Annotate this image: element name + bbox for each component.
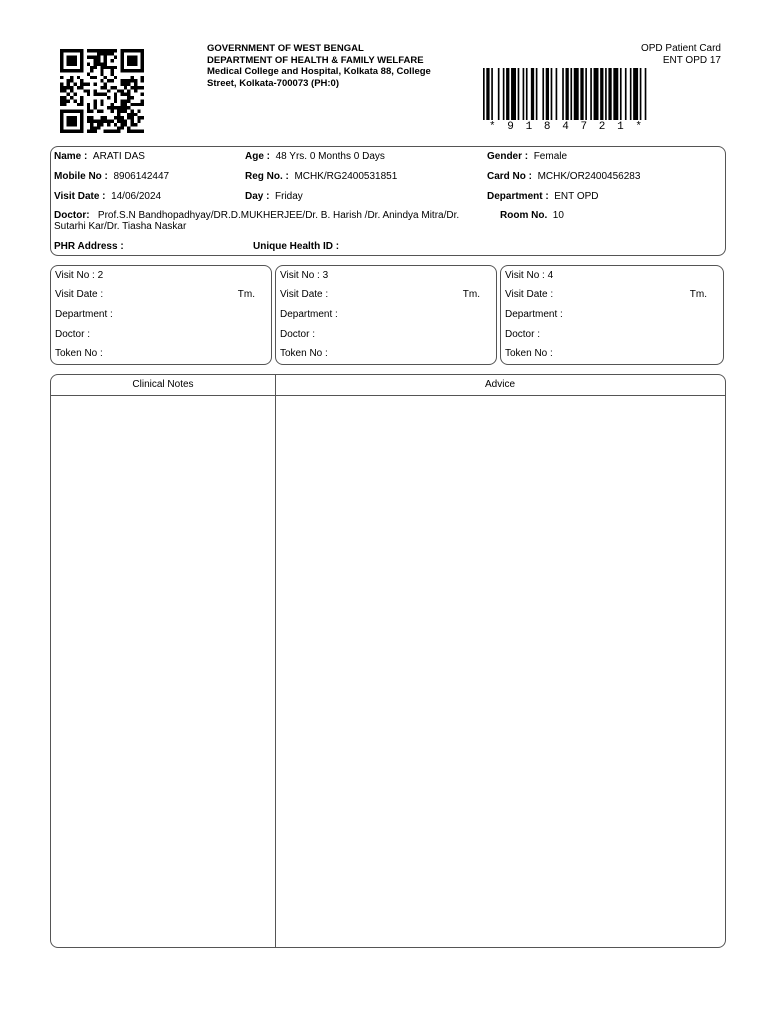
visit-token: Token No : — [55, 348, 103, 359]
visit-time: Tm. — [237, 289, 255, 300]
visit-date: Visit Date : — [280, 289, 329, 300]
visit-department: Department : — [280, 309, 338, 320]
header-hospital: Medical College and Hospital, Kolkata 88, College — [207, 66, 431, 78]
visit-time: Tm. — [689, 289, 707, 300]
header-department: DEPARTMENT OF HEALTH & FAMILY WELFARE — [207, 54, 424, 66]
visit-no: Visit No : 2 — [55, 270, 104, 281]
patient-mobile: 8906142447 — [113, 171, 170, 182]
card-type-title: OPD Patient Card — [640, 43, 721, 54]
barcode — [483, 68, 648, 120]
mobile-field: Mobile No : 8906142447 — [54, 171, 170, 182]
age-field: Age : 48 Yrs. 0 Months 0 Days — [245, 151, 385, 162]
patient-name: ARATI DAS — [92, 151, 145, 162]
barcode-char: 8 — [543, 121, 551, 133]
visit-time: Tm. — [462, 289, 480, 300]
patient-card-no: MCHK/OR2400456283 — [537, 171, 641, 182]
barcode-char: 7 — [580, 121, 588, 133]
day-field: Day : Friday — [245, 191, 303, 202]
patient-day: Friday — [275, 191, 303, 202]
patient-doctors-cont: Sutarhi Kar/Dr. Tiasha Naskar — [54, 221, 187, 232]
patient-visit-date: 14/06/2024 — [111, 191, 162, 202]
barcode-char: 9 — [507, 121, 514, 133]
advice-header: Advice — [484, 379, 515, 390]
patient-doctors: Prof.S.N Bandhopadhyay/DR.D.MUKHERJEE/Dr. B. Harish /Dr. Anindya Mitra/Dr. — [97, 210, 460, 221]
patient-age: 48 Yrs. 0 Months 0 Days — [275, 151, 385, 162]
barcode-char: * — [489, 121, 496, 133]
department-field: Department : ENT OPD — [487, 191, 599, 202]
advice-area[interactable] — [276, 396, 725, 947]
barcode-char: 4 — [562, 121, 569, 133]
visit-date: Visit Date : — [55, 289, 104, 300]
visit-box-4 — [500, 265, 724, 365]
visit-no: Visit No : 4 — [505, 270, 554, 281]
gender-field: Gender : Female — [487, 151, 568, 162]
visit-doctor: Doctor : — [505, 329, 541, 340]
visit-doctor: Doctor : — [55, 329, 91, 340]
barcode-char: * — [635, 121, 642, 133]
visit-date: Visit Date : — [505, 289, 554, 300]
barcode-char: 1 — [525, 121, 533, 133]
patient-info-box — [50, 146, 726, 256]
header-block — [207, 43, 457, 89]
visit-department: Department : — [55, 309, 113, 320]
card-field: Card No : MCHK/OR2400456283 — [487, 171, 641, 182]
qr-code — [60, 48, 144, 134]
reg-field: Reg No. : MCHK/RG2400531851 — [245, 171, 398, 182]
visit-date-field: Visit Date : 14/06/2024 — [54, 191, 162, 202]
barcode-number — [483, 121, 648, 133]
visit-token: Token No : — [505, 348, 553, 359]
visit-token: Token No : — [280, 348, 328, 359]
notes-table — [50, 374, 726, 948]
patient-room-no: 10 — [552, 210, 564, 221]
patient-department: ENT OPD — [554, 191, 599, 202]
room-field: Room No. 10 — [500, 210, 564, 221]
clinical-notes-area[interactable] — [51, 396, 275, 947]
visit-department: Department : — [505, 309, 563, 320]
barcode-char: 2 — [598, 121, 606, 133]
visit-box-2 — [50, 265, 272, 365]
doctor-field: Doctor: Prof.S.N Bandhopadhyay/DR.D.MUKHERJEE/Dr. B. Harish /Dr. Anindya Mitra/Dr. Sutarhi Kar/Dr. Tiasha Naskar — [54, 210, 460, 232]
patient-reg-no: MCHK/RG2400531851 — [294, 171, 398, 182]
patient-gender: Female — [533, 151, 568, 162]
header-govt: GOVERNMENT OF WEST BENGAL — [207, 43, 364, 54]
clinical-notes-header: Clinical Notes — [132, 379, 194, 390]
visit-box-3 — [275, 265, 497, 365]
visit-doctor: Doctor : — [280, 329, 316, 340]
phr-address-field: PHR Address : — [54, 241, 124, 252]
card-type-opd: ENT OPD 17 — [662, 55, 721, 66]
card-type — [641, 43, 721, 67]
header-address: Street, Kolkata-700073 (PH:0) — [207, 77, 339, 89]
unique-health-id-field: Unique Health ID : — [253, 241, 340, 252]
barcode-char: 1 — [617, 121, 624, 133]
visit-no: Visit No : 3 — [280, 270, 329, 281]
name-field: Name : ARATI DAS — [54, 151, 145, 162]
